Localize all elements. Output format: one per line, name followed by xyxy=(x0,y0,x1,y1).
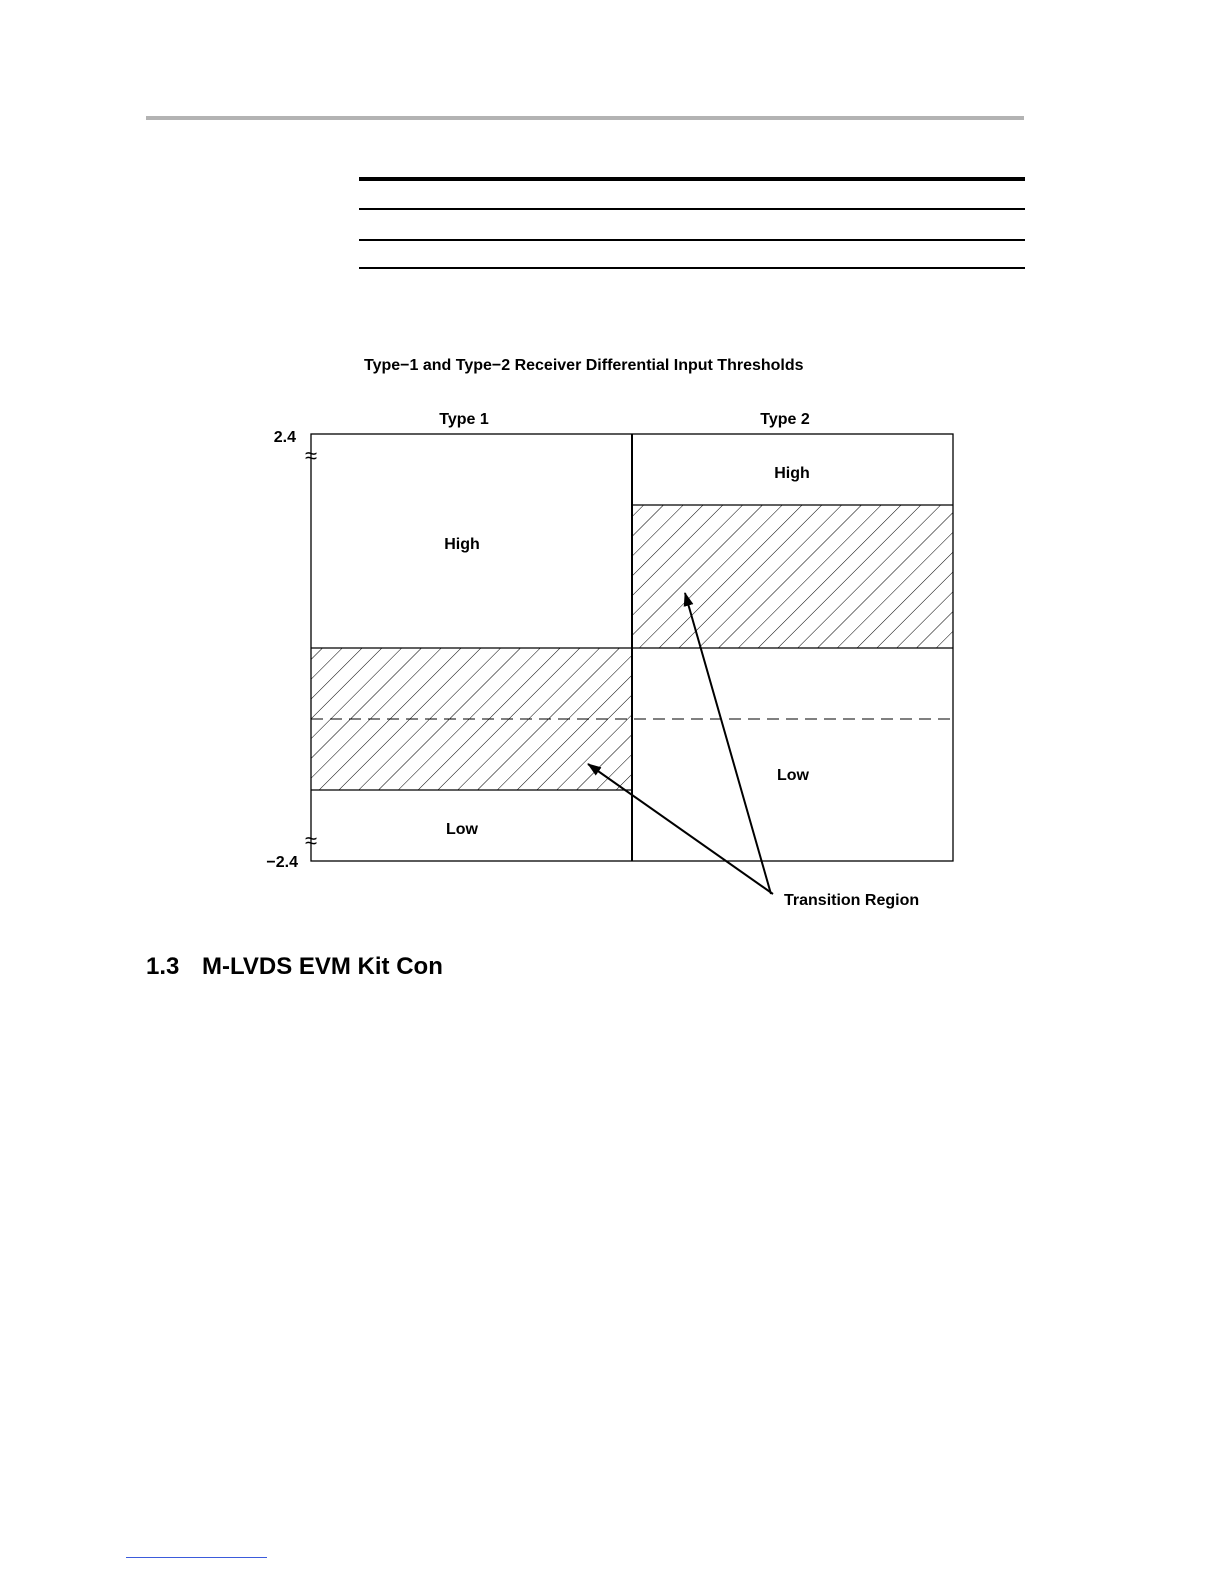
section-title: M-LVDS EVM Kit Con xyxy=(202,953,443,980)
y-max-label: 2.4 xyxy=(273,429,296,446)
footer-link-underline xyxy=(126,1557,267,1558)
y-min-label: −2.4 xyxy=(266,854,298,871)
section-number: 1.3 xyxy=(146,953,180,980)
figure-title: Type−1 and Type−2 Receiver Differential Input Thresholds xyxy=(364,357,804,374)
type2-label: Type 2 xyxy=(760,411,810,428)
type1-low-label: Low xyxy=(446,821,478,838)
arrow-to-type1-transition xyxy=(588,764,773,894)
section-heading xyxy=(146,953,443,981)
axis-break-top-icon: ≈ xyxy=(304,443,318,468)
type2-transition-region xyxy=(632,505,953,648)
type1-label: Type 1 xyxy=(439,411,489,428)
axis-break-bottom-icon: ≈ xyxy=(304,828,318,853)
type2-high-label: High xyxy=(774,465,810,482)
type1-high-label: High xyxy=(444,536,480,553)
transition-region-label: Transition Region xyxy=(784,892,920,909)
type2-low-label: Low xyxy=(777,767,809,784)
